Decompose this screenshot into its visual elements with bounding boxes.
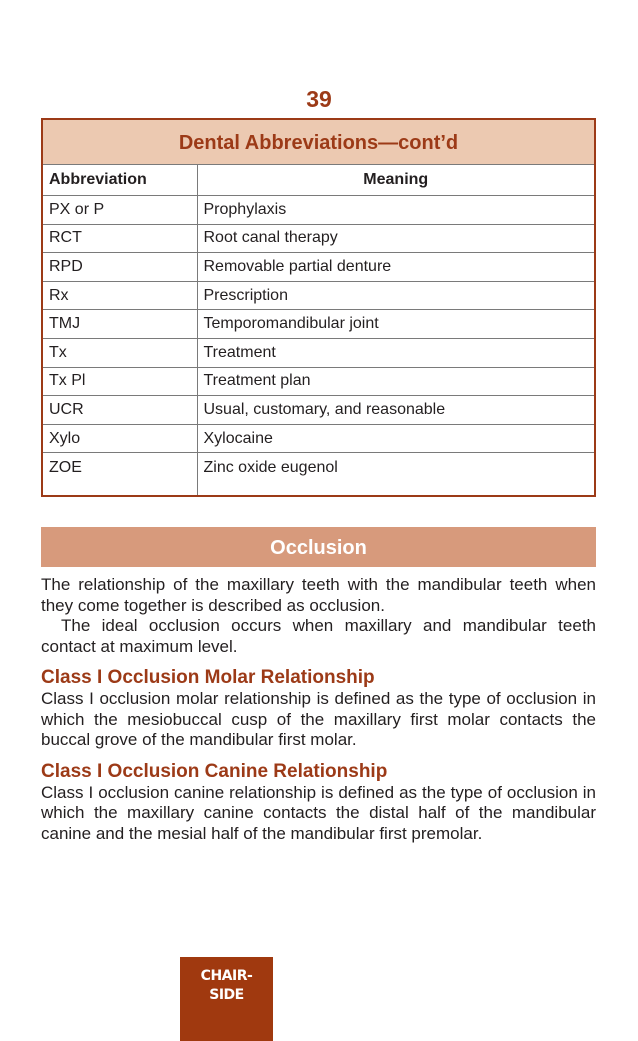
- canine-relationship-paragraph: Class I occlusion canine relationship is defined as the type of occlusion in which the maxillary canine contacts the distal half of the mandibular canine and the mesial half of the mandibular first premolar.: [41, 782, 596, 843]
- table-title: Dental Abbreviations—cont’d: [43, 120, 594, 164]
- intro-paragraph: The relationship of the maxillary teeth with the mandibular teeth when they come together is described as occlusion.: [41, 575, 596, 615]
- abbreviation-cell: TMJ: [43, 310, 197, 339]
- meaning-cell: Prophylaxis: [197, 196, 594, 225]
- abbreviation-cell: RPD: [43, 253, 197, 282]
- meaning-cell: Zinc oxide eugenol: [203, 459, 338, 477]
- subheading-molar-relationship: Class I Occlusion Molar Relationship: [41, 667, 375, 688]
- column-header-abbreviation: Abbreviation: [43, 165, 197, 196]
- tab-label-line2: SIDE: [209, 987, 244, 1003]
- section-heading-occlusion: Occlusion: [41, 527, 596, 567]
- abbreviation-cell: Rx: [43, 281, 197, 310]
- table-row: [43, 367, 594, 396]
- subheading-canine-relationship: Class I Occlusion Canine Relationship: [41, 760, 388, 782]
- ideal-occlusion-paragraph: The ideal occlusion occurs when maxillary and mandibular teeth contact at maximum level.: [41, 616, 596, 656]
- table-row: [43, 310, 594, 339]
- meaning-cell: Temporomandibular joint: [197, 310, 594, 339]
- molar-relationship-paragraph: Class I occlusion molar relationship is defined as the type of occlusion in which the mesiobuccal cusp of the maxillary first molar contacts the buccal grove of the mandibular first molar.: [41, 689, 596, 749]
- table-header-row: [43, 165, 594, 196]
- meaning-cell: Treatment plan: [197, 367, 594, 396]
- table-row: [43, 453, 594, 496]
- abbreviations-grid: [43, 164, 594, 495]
- abbreviations-table: [41, 118, 596, 497]
- meaning-cell: Usual, customary, and reasonable: [197, 396, 594, 425]
- abbreviation-cell: Tx Pl: [43, 367, 197, 396]
- table-row: [43, 196, 594, 225]
- table-row: [43, 338, 594, 367]
- meaning-cell: Root canal therapy: [197, 224, 594, 253]
- tab-label-line1: CHAIR-: [200, 968, 253, 984]
- table-row: [43, 253, 594, 282]
- page-number: 39: [306, 86, 332, 112]
- abbreviation-cell: Xylo: [43, 424, 197, 453]
- abbreviation-cell: Tx: [43, 338, 197, 367]
- section-body: [41, 575, 596, 844]
- table-row: [43, 396, 594, 425]
- meaning-cell: Removable partial denture: [197, 253, 594, 282]
- table-row: [43, 224, 594, 253]
- abbreviation-cell: RCT: [43, 224, 197, 253]
- table-row: [43, 281, 594, 310]
- table-row: [43, 424, 594, 453]
- abbreviation-cell: ZOE: [43, 453, 197, 496]
- abbreviation-cell: PX or P: [43, 196, 197, 225]
- abbreviation-cell: UCR: [43, 396, 197, 425]
- meaning-cell: Xylocaine: [197, 424, 594, 453]
- meaning-cell: Prescription: [197, 281, 594, 310]
- meaning-cell: Treatment: [197, 338, 594, 367]
- column-header-meaning: Meaning: [197, 165, 594, 196]
- chairside-tab: [180, 957, 273, 1041]
